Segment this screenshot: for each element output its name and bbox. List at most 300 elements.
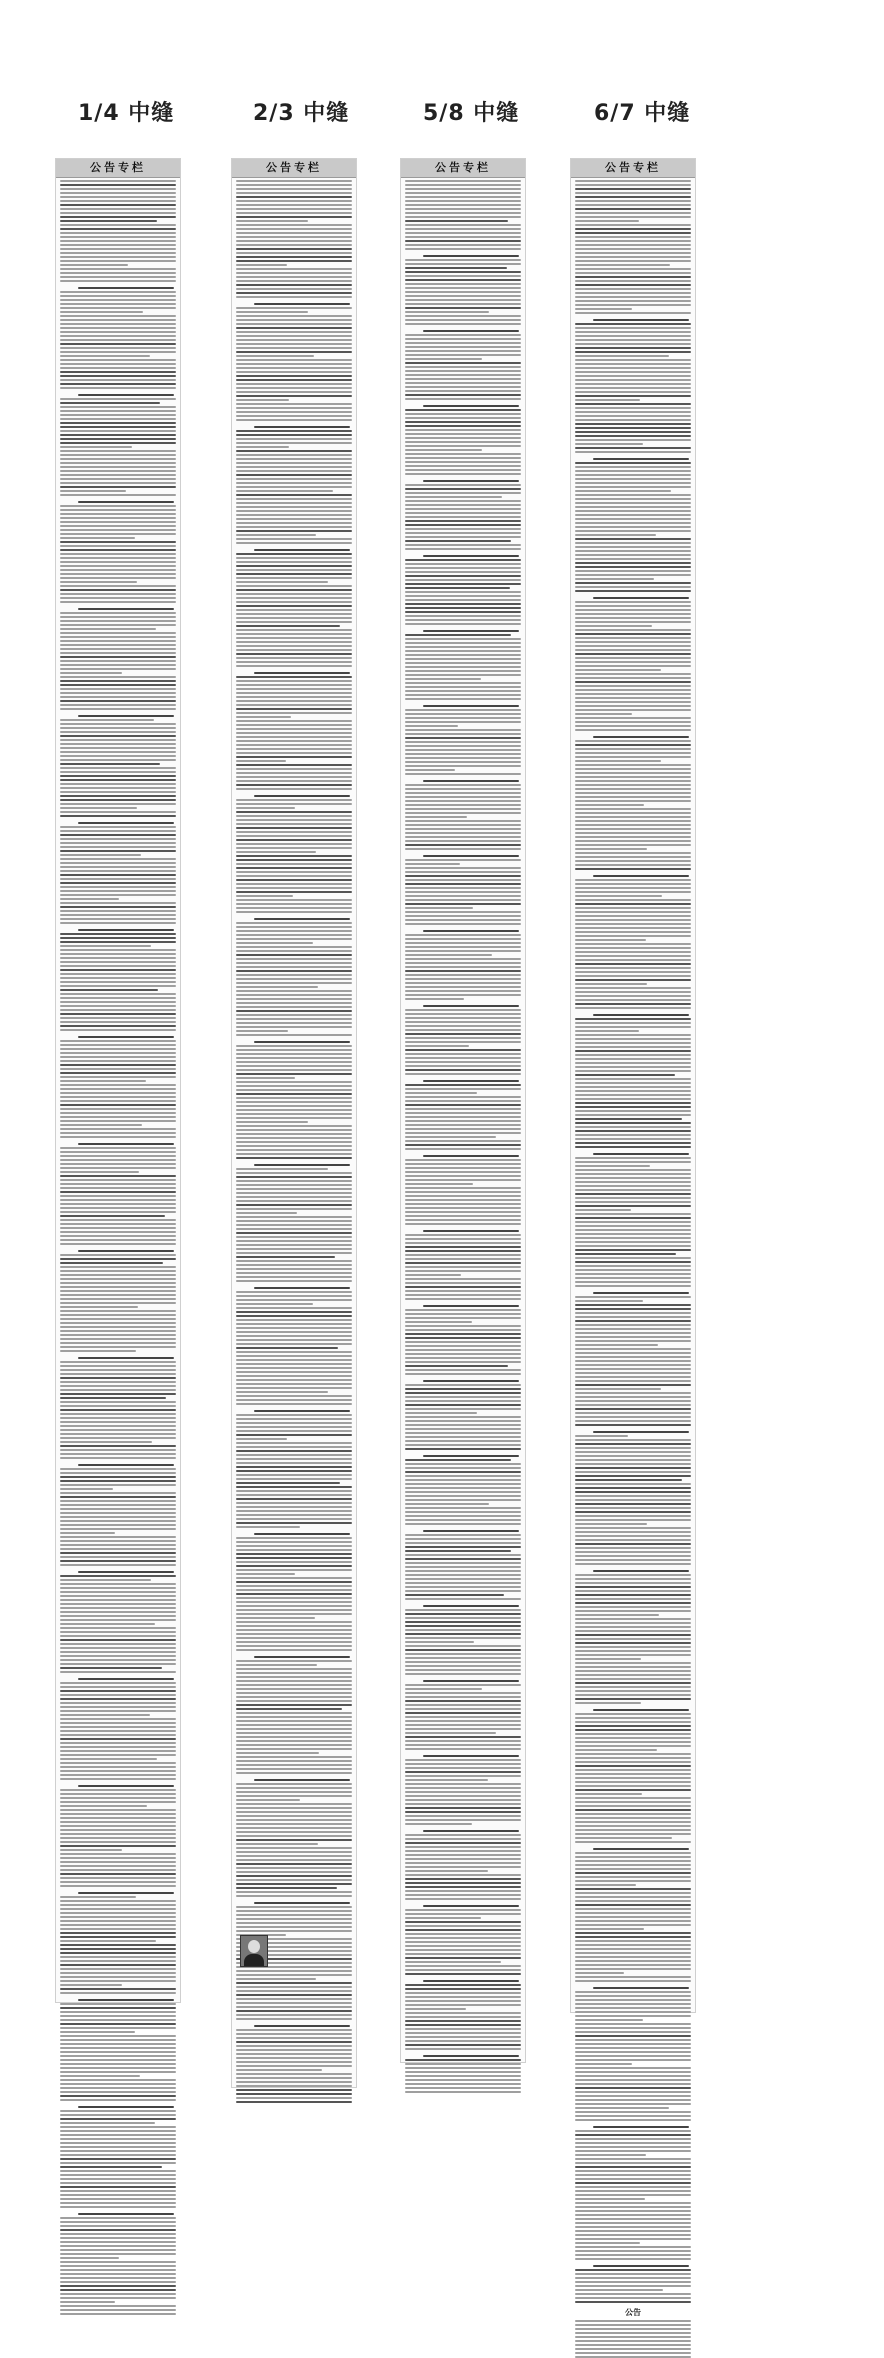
text-line: [60, 945, 151, 947]
text-line: [236, 1863, 352, 1865]
text-line: [405, 1870, 488, 1872]
text-line: [236, 530, 352, 532]
text-line: [575, 1447, 691, 1449]
text-line: [236, 907, 352, 909]
text-line: [575, 498, 691, 500]
text-line: [60, 1239, 176, 1241]
text-line: [236, 2061, 352, 2063]
text-line: [236, 1264, 352, 1266]
text-line: [405, 1669, 521, 1671]
text-line: [405, 1582, 521, 1584]
text-line: [236, 1613, 352, 1615]
text-line: [575, 1733, 691, 1735]
text-line: [60, 343, 176, 345]
text-line: [575, 1360, 691, 1362]
text-line: [60, 696, 176, 698]
text-line: [236, 1303, 313, 1305]
text-line: [236, 1668, 352, 1670]
text-line: [60, 1813, 176, 1815]
text-line: [575, 1837, 672, 1839]
text-line: [405, 859, 521, 861]
text-line: [236, 970, 352, 972]
text-line: [236, 1748, 352, 1750]
text-line: [60, 1262, 163, 1264]
text-line: [60, 509, 176, 511]
text-line: [405, 1491, 521, 1493]
text-line: [575, 800, 691, 802]
text-line: [236, 1232, 352, 1234]
text-line: [575, 1368, 691, 1370]
text-line: [60, 2182, 176, 2184]
text-line: [575, 2051, 691, 2053]
text-line: [60, 2206, 176, 2208]
text-line: [575, 752, 691, 754]
text-line: [423, 1380, 519, 1382]
text-line: [405, 911, 521, 913]
text-line: [60, 628, 156, 630]
text-line: [405, 1684, 521, 1686]
text-line: [60, 1750, 176, 1752]
text-line: [60, 1639, 176, 1641]
text-line: [575, 232, 691, 234]
text-line: [60, 577, 176, 579]
text-line: [405, 1412, 477, 1414]
text-line: [60, 1900, 176, 1902]
text-line: [405, 188, 521, 190]
text-line: [405, 2079, 521, 2081]
text-line: [236, 232, 352, 234]
text-line: [60, 1179, 176, 1181]
text-line: [575, 661, 691, 663]
text-line: [575, 673, 691, 675]
text-line: [405, 441, 521, 443]
text-line: [236, 399, 289, 401]
text-line: [405, 982, 521, 984]
text-line: [60, 2095, 176, 2097]
text-line: [78, 715, 174, 717]
text-line: [236, 434, 352, 436]
text-line: [236, 1403, 352, 1405]
text-line: [405, 236, 521, 238]
text-line: [575, 1586, 691, 1588]
text-line: [236, 1998, 352, 2000]
text-line: [60, 593, 176, 595]
text-line: [575, 1197, 691, 1199]
text-line: [405, 378, 521, 380]
text-line: [236, 1240, 352, 1242]
text-line: [236, 343, 352, 345]
text-line: [405, 1120, 521, 1122]
text-line: [575, 1630, 691, 1632]
text-line: [60, 1686, 176, 1688]
text-line: [405, 1712, 521, 1714]
text-line: [60, 1556, 176, 1558]
text-line: [60, 2087, 176, 2089]
text-line: [405, 974, 521, 976]
text-line: [254, 1902, 350, 1904]
text-line: [405, 634, 511, 636]
text-line: [60, 894, 176, 896]
text-line: [60, 1873, 176, 1875]
text-line: [423, 330, 519, 332]
text-line: [405, 1084, 521, 1086]
text-line: [236, 292, 352, 294]
text-line: [575, 1598, 691, 1600]
text-line: [575, 1737, 691, 1739]
text-line: [575, 1602, 691, 1604]
text-line: [236, 589, 352, 591]
text-line: [575, 1519, 691, 1521]
text-line: [60, 708, 176, 710]
text-line: [236, 617, 352, 619]
text-line: [575, 927, 691, 929]
text-line: [575, 196, 691, 198]
text-line: [575, 1126, 691, 1128]
text-line: [593, 2265, 689, 2267]
text-line: [405, 413, 521, 415]
text-line: [575, 1261, 691, 1263]
text-line: [405, 1700, 521, 1702]
text-line: [405, 307, 521, 309]
text-line: [405, 1834, 521, 1836]
text-line: [236, 1728, 352, 1730]
text-line: [60, 941, 176, 943]
text-line: [236, 200, 352, 202]
text-line: [575, 371, 691, 373]
text-line: [236, 1383, 352, 1385]
text-line: [236, 942, 313, 944]
text-line: [60, 513, 176, 515]
text-line: [575, 582, 691, 584]
text-line: [575, 212, 691, 214]
text-line: [60, 1132, 176, 1134]
text-line: [575, 887, 691, 889]
text-line: [60, 1536, 176, 1538]
text-line: [405, 934, 521, 936]
text-line: [236, 1077, 295, 1079]
text-line: [405, 279, 521, 281]
text-line: [236, 2006, 352, 2008]
text-line: [405, 666, 521, 668]
text-line: [575, 2119, 691, 2121]
text-line: [60, 1980, 176, 1982]
text-line: [60, 2130, 176, 2132]
text-line: [575, 2285, 691, 2287]
text-line: [236, 1061, 352, 1063]
text-line: [236, 1018, 352, 1020]
text-line: [575, 2186, 691, 2188]
text-line: [60, 1619, 176, 1621]
text-line: [575, 1841, 691, 1843]
text-line: [60, 870, 176, 872]
column-header: 公告专栏: [232, 159, 356, 178]
text-line: [236, 276, 352, 278]
text-line: [60, 2229, 176, 2231]
text-line: [60, 1013, 176, 1015]
text-line: [575, 188, 691, 190]
text-line: [405, 536, 521, 538]
text-line: [60, 2083, 176, 2085]
text-line: [60, 466, 176, 468]
text-line: [236, 1732, 352, 1734]
text-line: [575, 804, 644, 806]
text-line: [236, 1914, 352, 1916]
text-line: [405, 1021, 521, 1023]
text-line: [60, 2051, 176, 2053]
text-line: [575, 204, 691, 206]
text-line: [236, 184, 352, 186]
text-line: [575, 2083, 691, 2085]
text-line: [60, 1429, 176, 1431]
text-line: [236, 1299, 352, 1301]
text-line: [236, 950, 352, 952]
text-line: [78, 1357, 174, 1359]
text-line: [423, 1605, 519, 1607]
text-line: [236, 1672, 352, 1674]
text-line: [405, 1550, 511, 1552]
text-line: [236, 1494, 352, 1496]
text-line: [60, 850, 176, 852]
text-line: [60, 2122, 155, 2124]
text-line: [60, 474, 176, 476]
text-line: [60, 898, 119, 900]
text-line: [236, 1212, 297, 1214]
text-line: [60, 914, 176, 916]
text-line: [60, 2186, 176, 2188]
text-line: [575, 955, 691, 957]
text-line: [236, 637, 352, 639]
text-line: [60, 2067, 176, 2069]
text-line: [575, 1634, 691, 1636]
text-line: [236, 510, 352, 512]
text-line: [60, 402, 160, 404]
text-line: [60, 878, 176, 880]
text-line: [405, 204, 521, 206]
text-line: [405, 1542, 521, 1544]
text-line: [236, 1395, 352, 1397]
text-line: [405, 303, 521, 305]
text-line: [575, 1856, 691, 1858]
text-line: [423, 480, 519, 482]
text-line: [236, 593, 352, 595]
text-line: [236, 1089, 352, 1091]
text-line: [236, 1454, 352, 1456]
text-line: [575, 1221, 691, 1223]
text-line: [60, 208, 176, 210]
text-line: [236, 780, 352, 782]
text-line: [575, 1209, 631, 1211]
text-line: [236, 2033, 352, 2035]
text-line: [575, 407, 691, 409]
text-line: [405, 1317, 521, 1319]
text-line: [236, 502, 352, 504]
text-line: [60, 1346, 176, 1348]
text-line: [575, 2328, 691, 2330]
text-line: [236, 395, 352, 397]
text-line: [254, 303, 350, 305]
text-line: [405, 1487, 521, 1489]
text-line: [405, 1984, 521, 1986]
text-line: [60, 1595, 176, 1597]
text-line: [236, 1414, 352, 1416]
text-line: [60, 826, 176, 828]
text-line: [405, 899, 521, 901]
text-line: [405, 2000, 521, 2002]
text-line: [60, 1290, 176, 1292]
text-line: [405, 994, 521, 996]
text-line: [236, 1994, 352, 1996]
text-line: [236, 756, 352, 758]
text-line: [60, 387, 176, 389]
text-line: [405, 923, 521, 925]
text-line: [236, 2073, 352, 2075]
text-line: [60, 1564, 176, 1566]
column-header: 公告专栏: [571, 159, 695, 178]
text-line: [60, 1972, 176, 1974]
text-line: [236, 1815, 352, 1817]
text-line: [593, 1431, 689, 1433]
text-line: [60, 1219, 176, 1221]
text-line: [60, 2047, 176, 2049]
text-line: [60, 1254, 176, 1256]
text-line: [405, 508, 521, 510]
text-line: [405, 1744, 521, 1746]
text-line: [405, 524, 521, 526]
text-line: [60, 636, 176, 638]
text-line: [405, 670, 521, 672]
text-line: [405, 895, 521, 897]
text-line: [236, 1645, 352, 1647]
text-line: [575, 347, 691, 349]
text-line: [236, 895, 293, 897]
text-line: [236, 799, 352, 801]
text-line: [405, 500, 521, 502]
text-line: [405, 1969, 521, 1971]
text-line: [405, 1440, 521, 1442]
text-line: [236, 1498, 352, 1500]
text-line: [405, 382, 521, 384]
text-line: [60, 799, 176, 801]
text-line: [236, 1176, 352, 1178]
text-line: [236, 323, 352, 325]
text-line: [575, 2202, 691, 2204]
text-line: [60, 997, 176, 999]
text-line: [575, 2023, 691, 2025]
text-line: [593, 2126, 689, 2128]
text-line: [405, 1104, 521, 1106]
text-line: [575, 200, 691, 202]
notice-column-4: [570, 158, 696, 2317]
text-line: [60, 1124, 142, 1126]
text-line: [236, 1922, 352, 1924]
text-line: [236, 1026, 352, 1028]
text-line: [405, 765, 521, 767]
text-line: [423, 930, 519, 932]
text-line: [405, 1823, 472, 1825]
text-line: [236, 458, 352, 460]
text-line: [575, 1193, 691, 1195]
text-line: [405, 244, 521, 246]
text-line: [405, 1625, 521, 1627]
text-line: [575, 1797, 691, 1799]
text-line: [575, 451, 691, 453]
text-line: [405, 583, 521, 585]
text-line: [405, 792, 521, 794]
text-line: [236, 1450, 352, 1452]
text-line: [575, 1995, 691, 1997]
text-line: [236, 1141, 352, 1143]
text-line: [575, 605, 691, 607]
text-line: [575, 1928, 644, 1930]
text-line: [236, 1708, 342, 1710]
text-line: [575, 1606, 691, 1608]
text-line: [575, 2242, 640, 2244]
text-line: [236, 1458, 352, 1460]
text-line: [236, 1490, 352, 1492]
text-line: [575, 931, 691, 933]
text-line: [405, 1171, 521, 1173]
text-line: [236, 1819, 352, 1821]
text-line: [575, 1535, 691, 1537]
text-line: [236, 1133, 352, 1135]
text-line: [593, 319, 689, 321]
text-line: [405, 1949, 521, 1951]
text-line: [405, 1799, 521, 1801]
text-line: [575, 1455, 691, 1457]
text-line: [60, 1722, 176, 1724]
text-line: [60, 200, 176, 202]
text-line: [236, 1188, 352, 1190]
text-line: [60, 1029, 176, 1031]
text-line: [575, 1134, 691, 1136]
text-line: [575, 784, 691, 786]
text-line: [60, 1001, 176, 1003]
text-line: [405, 1238, 521, 1240]
text-line: [405, 1349, 521, 1351]
text-line: [60, 2281, 176, 2283]
text-line: [236, 1236, 352, 1238]
text-line: [60, 1453, 176, 1455]
text-line: [575, 1249, 691, 1251]
text-line: [405, 323, 521, 325]
text-line: [60, 1952, 176, 1954]
text-line: [405, 299, 521, 301]
text-line: [236, 1641, 352, 1643]
text-line: [405, 694, 521, 696]
text-line: [236, 351, 352, 353]
text-line: [236, 839, 352, 841]
text-line: [575, 1638, 691, 1640]
text-line: [575, 1300, 643, 1302]
text-line: [236, 720, 352, 722]
text-line: [575, 641, 691, 643]
text-line: [405, 409, 521, 411]
text-line: [405, 1041, 521, 1043]
text-line: [575, 919, 691, 921]
text-line: [60, 597, 176, 599]
text-line: [575, 2324, 691, 2326]
text-line: [575, 677, 691, 679]
text-line: [60, 1984, 122, 1986]
text-line: [236, 1760, 352, 1762]
text-line: [575, 836, 691, 838]
text-line: [60, 1936, 176, 1938]
text-line: [60, 248, 176, 250]
text-line: [405, 1361, 521, 1363]
text-line: [236, 347, 352, 349]
text-line: [575, 1467, 691, 1469]
text-line: [405, 1400, 521, 1402]
